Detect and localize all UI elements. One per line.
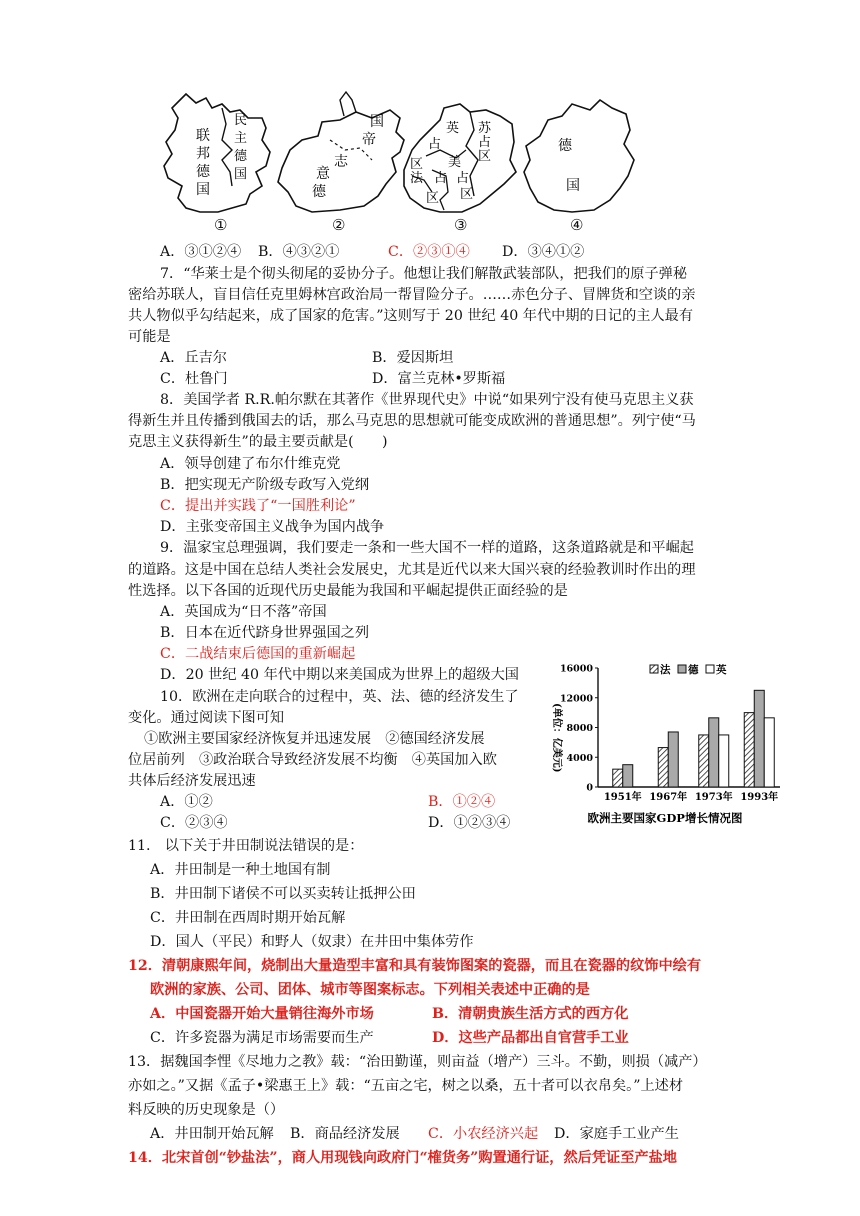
q6-option-c: C．②③①④ [388, 244, 470, 260]
q6-option-d: D．③④①② [502, 244, 585, 260]
q10-option-b: B．①②④ [428, 794, 496, 810]
svg-text:法: 法 [410, 171, 424, 186]
q7-line-2: 密给苏联人，盲目信任克里姆林宫政治局一帮冒险分子。……赤色分子、冒牌货和空谈的亲 [128, 287, 696, 303]
q9-line-1: 9．温家宝总理强调，我们要走一条和一些大国不一样的道路，这条道路就是和平崛起 [160, 540, 694, 556]
gdp-chart-svg [540, 655, 790, 840]
gdp-chart [540, 655, 790, 840]
map1-east-label: 民 [234, 113, 248, 128]
q7-option-d: D．富兰克林•罗斯福 [372, 371, 506, 387]
q13-option-a: A．井田制开始瓦解 [150, 1126, 274, 1142]
q10-line-5: 共体后经济发展迅速 [128, 773, 256, 789]
svg-text:志: 志 [334, 154, 348, 170]
legend-swatch-英 [706, 665, 714, 673]
x-tick-label: 1973年 [694, 792, 733, 803]
bar-德 [754, 690, 764, 787]
y-tick-label: 4000 [566, 752, 593, 764]
q11-option-d: D．国人（平民）和野人（奴隶）在井田中集体劳作 [150, 934, 474, 950]
map1-west-label: 联 [196, 128, 210, 144]
map-label-2: ② [332, 216, 346, 234]
q8-option-d: D．主张变帝国主义战争为国内战争 [160, 519, 385, 535]
q10-option-d: D．①②③④ [428, 815, 511, 831]
q7-line-3: 共人物似乎勾结起来，成了国家的危害。”这则写于 20 世纪 40 年代中期的日记的主人最有 [128, 308, 694, 324]
svg-text:英: 英 [446, 121, 460, 136]
map-2-german-empire [278, 92, 404, 212]
svg-text:占: 占 [434, 171, 448, 186]
legend-swatch-德 [678, 665, 686, 673]
map-label-4: ④ [570, 216, 584, 234]
svg-text:区: 区 [460, 187, 474, 202]
svg-text:国: 国 [566, 178, 580, 194]
y-tick-label: 0 [586, 782, 593, 794]
q14-line-1: 14．北宋首创“钞盐法”，商人用现钱向政府门“榷货务”购置通行证，然后凭证至产盐地 [128, 1150, 677, 1166]
q7-option-a: A．丘吉尔 [160, 350, 227, 366]
bar-法 [699, 735, 709, 787]
q12-line-2: 欧洲的家族、公司、团体、城市等图案标志。下列相关表述中正确的是 [150, 982, 590, 998]
chart-title: 欧洲主要国家GDP增长情况图 [587, 811, 743, 825]
q8-line-2: 得新生并且传播到俄国去的话，那么马克思的思想就可能变成欧洲的普通思想”。列宁使“马 [128, 413, 696, 429]
q13-line-1: 13．据魏国李悝《尽地力之教》载：“治田勤谨，则亩益（增产）三斗。不勤，则损（减产） [128, 1054, 707, 1070]
svg-text:邦: 邦 [196, 146, 210, 162]
q11-option-a: A．井田制是一种土地国有制 [150, 862, 331, 878]
svg-text:区: 区 [478, 149, 492, 164]
legend-label-英: 英 [716, 664, 727, 676]
germany-maps [0, 0, 860, 240]
q13-option-c: C．小农经济兴起 [428, 1126, 539, 1142]
q8-line-3: 克思主义获得新生”的最主要贡献是( ) [128, 434, 388, 450]
q12-option-d: D．这些产品都出自官营手工业 [432, 1030, 629, 1046]
q7-option-b: B．爱因斯坦 [372, 350, 454, 366]
q8-option-c: C．提出并实践了“一国胜利论” [160, 498, 356, 514]
q9-option-d: D．20 世纪 40 年代中期以来美国成为世界上的超级大国 [160, 667, 519, 683]
y-tick-label: 16000 [559, 663, 593, 675]
bar-英 [764, 718, 774, 787]
q13-option-d: D．家庭手工业产生 [554, 1126, 679, 1142]
bar-德 [709, 718, 719, 787]
q13-line-3: 料反映的历史现象是（） [128, 1102, 285, 1118]
svg-text:区: 区 [410, 157, 424, 172]
q12-option-c: C．许多瓷器为满足市场需要而生产 [150, 1030, 374, 1046]
q9-line-2: 的道路。这是中国在总结人类社会发展史，尤其是近代以来大国兴衰的经验教训时作出的理 [128, 562, 696, 578]
y-tick-label: 12000 [559, 693, 593, 705]
svg-text:德: 德 [196, 164, 210, 180]
q10-line-2: 变化。通过阅读下图可知 [128, 710, 285, 726]
map-1-divided-germany [164, 94, 270, 212]
q13-line-2: 亦如之。”又据《孟子•梁惠王上》载：“五亩之宅，树之以桑，五十者可以衣帛矣。”上述材 [128, 1078, 684, 1094]
q9-option-b: B．日本在近代跻身世界强国之列 [160, 625, 370, 641]
q11-option-c: C．井田制在西周时期开始瓦解 [150, 910, 346, 926]
q8-line-1: 8．美国学者 R.R.帕尔默在其著作《世界现代史》中说“如果列宁没有使马克思主义获 [160, 392, 694, 408]
q10-option-c: C．②③④ [160, 815, 228, 831]
q8-option-a: A．领导创建了布尔什维克党 [160, 456, 341, 472]
map-4-unified-germany [524, 100, 634, 212]
q12-option-b: B．清朝贵族生活方式的西方化 [432, 1006, 629, 1022]
q10-option-a: A．①② [160, 794, 213, 810]
q10-line-3: ①欧洲主要国家经济恢复并迅速发展 ②德国经济发展 [144, 731, 485, 747]
q11-stem: 11. 以下关于井田制说法错误的是： [128, 838, 364, 854]
svg-text:占: 占 [478, 135, 492, 150]
q6-option-b: B．④③②① [258, 244, 340, 260]
legend-label-德: 德 [688, 664, 699, 676]
chart-y-label: (单位：亿美元) [551, 703, 562, 773]
q7-line-4: 可能是 [128, 329, 171, 345]
svg-text:帝: 帝 [362, 132, 376, 148]
q9-option-c: C．二战结束后德国的重新崛起 [160, 646, 356, 662]
legend-label-法: 法 [660, 664, 671, 676]
svg-text:主: 主 [234, 131, 248, 146]
q11-option-b: B．井田制下诸侯不可以买卖转让抵押公田 [150, 886, 416, 902]
svg-text:占: 占 [428, 137, 442, 152]
svg-text:德: 德 [312, 184, 326, 200]
q12-option-a: A．中国瓷器开始大量销往海外市场 [150, 1006, 374, 1022]
q6-option-a: A．③①②④ [160, 244, 242, 260]
q13-option-b: B．商品经济发展 [290, 1126, 400, 1142]
x-tick-label: 1951年 [603, 792, 642, 803]
x-tick-label: 1993年 [740, 792, 779, 803]
q12-line-1: 12．清朝康熙年间，烧制出大量造型丰富和具有装饰图案的瓷器，而且在瓷器的纹饰中绘有 [128, 958, 702, 974]
x-tick-label: 1967年 [649, 792, 688, 803]
svg-text:区: 区 [426, 191, 440, 206]
svg-text:占: 占 [456, 171, 470, 186]
svg-text:国: 国 [370, 114, 384, 130]
q10-line-4: 位居前列 ③政治联合导致经济发展不均衡 ④英国加入欧 [128, 752, 497, 768]
bar-德 [668, 732, 678, 787]
bar-法 [613, 769, 623, 787]
q10-line-1: 10．欧洲在走向联合的过程中，英、法、德的经济发生了 [160, 689, 519, 705]
q9-option-a: A．英国成为“日不落”帝国 [160, 604, 327, 620]
q7-option-c: C．杜鲁门 [160, 371, 228, 387]
bar-法 [658, 748, 668, 787]
legend-swatch-法 [650, 665, 658, 673]
q8-option-b: B．把实现无产阶级专政写入党纲 [160, 477, 370, 493]
bar-德 [623, 765, 633, 787]
svg-text:德: 德 [234, 149, 248, 164]
bar-英 [719, 735, 729, 787]
y-tick-label: 8000 [566, 723, 593, 734]
map-label-3: ③ [454, 216, 468, 234]
q9-line-3: 性选择。以下各国的近现代历史最能为我国和平崛起提供正面经验的是 [128, 583, 568, 599]
svg-text:德: 德 [558, 138, 572, 154]
q7-line-1: 7．“华莱士是个彻头彻尾的妥协分子。他想让我们解散武装部队，把我们的原子弹秘 [160, 266, 688, 282]
svg-text:国: 国 [196, 182, 210, 198]
svg-text:国: 国 [234, 167, 248, 182]
bar-法 [744, 713, 754, 787]
svg-text:苏: 苏 [478, 121, 492, 136]
svg-text:美: 美 [448, 155, 462, 170]
svg-text:意: 意 [316, 166, 330, 182]
map-label-1: ① [214, 216, 228, 234]
